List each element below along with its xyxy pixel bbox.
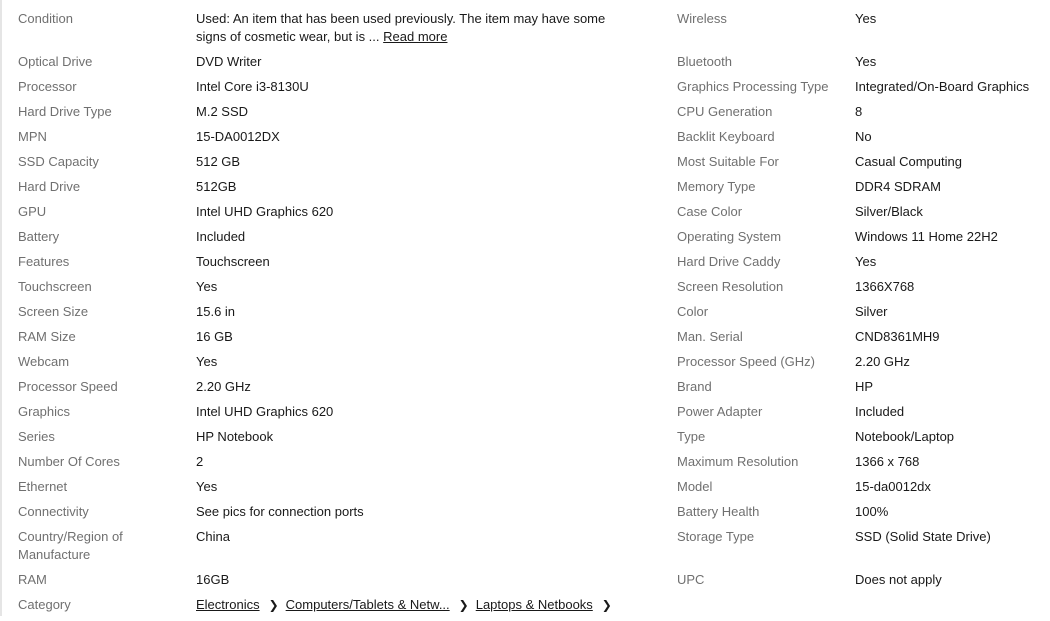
spec-row xyxy=(677,378,1049,396)
spec-row xyxy=(18,78,648,96)
spec-label: Processor Speed (GHz) xyxy=(677,354,815,369)
spec-value: Yes xyxy=(196,354,218,369)
spec-label: UPC xyxy=(677,572,705,587)
spec-label: Battery Health xyxy=(677,504,760,519)
spec-label: Case Color xyxy=(677,204,743,219)
spec-row xyxy=(677,353,1049,371)
spec-value: 16GB xyxy=(196,572,230,587)
spec-value: Yes xyxy=(855,54,877,69)
chevron-right-icon: ❯ xyxy=(601,598,612,612)
spec-value: 2.20 GHz xyxy=(855,354,910,369)
spec-label: Maximum Resolution xyxy=(677,454,799,469)
spec-value: No xyxy=(855,129,872,144)
spec-value: See pics for connection ports xyxy=(196,504,364,519)
spec-row xyxy=(677,453,1049,471)
spec-row xyxy=(677,528,1049,564)
spec-label: Bluetooth xyxy=(677,54,732,69)
category-breadcrumb xyxy=(196,596,612,614)
spec-row xyxy=(18,353,648,371)
spec-label: Backlit Keyboard xyxy=(677,129,775,144)
spec-row xyxy=(677,303,1049,321)
spec-value: Notebook/Laptop xyxy=(855,429,955,444)
spec-row xyxy=(677,78,1049,96)
spec-value: Silver xyxy=(855,304,888,319)
spec-label: Hard Drive Caddy xyxy=(677,254,781,269)
spec-row xyxy=(677,403,1049,421)
spec-label: Color xyxy=(677,304,709,319)
spec-label: Battery xyxy=(18,229,60,244)
spec-label: Memory Type xyxy=(677,179,756,194)
spec-label: Operating System xyxy=(677,229,782,244)
spec-label: Hard Drive Type xyxy=(18,104,112,119)
spec-label: Graphics xyxy=(18,404,71,419)
spec-row xyxy=(677,178,1049,196)
spec-label: Webcam xyxy=(18,354,70,369)
spec-row xyxy=(677,328,1049,346)
spec-value: Yes xyxy=(196,279,218,294)
spec-row xyxy=(18,378,648,396)
spec-value: DDR4 SDRAM xyxy=(855,179,941,194)
spec-value: DVD Writer xyxy=(196,54,262,69)
spec-value: Intel Core i3-8130U xyxy=(196,79,309,94)
spec-value xyxy=(196,10,606,46)
spec-value: 15-da0012dx xyxy=(855,479,931,494)
spec-label: Features xyxy=(18,254,70,269)
spec-row xyxy=(677,428,1049,446)
spec-label: SSD Capacity xyxy=(18,154,99,169)
specifics-right-column xyxy=(677,10,1049,596)
breadcrumb-electronics[interactable]: Electronics xyxy=(196,597,260,612)
spec-value: Included xyxy=(196,229,246,244)
spec-value: Casual Computing xyxy=(855,154,962,169)
spec-row xyxy=(18,403,648,421)
spec-label: CPU Generation xyxy=(677,104,773,119)
spec-value: 16 GB xyxy=(196,329,233,344)
spec-row xyxy=(677,203,1049,221)
spec-label: Power Adapter xyxy=(677,404,763,419)
spec-row xyxy=(677,228,1049,246)
spec-row xyxy=(677,153,1049,171)
spec-value: Integrated/On-Board Graphics xyxy=(855,79,1030,94)
spec-value: HP xyxy=(855,379,874,394)
spec-row xyxy=(18,128,648,146)
spec-label: Storage Type xyxy=(677,529,755,544)
chevron-right-icon: ❯ xyxy=(458,598,469,612)
spec-label: Category xyxy=(18,597,71,612)
spec-row xyxy=(677,478,1049,496)
spec-label: MPN xyxy=(18,129,47,144)
spec-value: CND8361MH9 xyxy=(855,329,940,344)
spec-value: 8 xyxy=(855,104,863,119)
spec-label: Type xyxy=(677,429,706,444)
spec-value: 15-DA0012DX xyxy=(196,129,280,144)
spec-value: 512GB xyxy=(196,179,237,194)
spec-value: Yes xyxy=(855,254,877,269)
spec-label: RAM Size xyxy=(18,329,76,344)
spec-row xyxy=(677,53,1049,71)
spec-row xyxy=(18,53,648,71)
spec-row xyxy=(18,278,648,296)
spec-value: Windows 11 Home 22H2 xyxy=(855,229,998,244)
spec-row xyxy=(18,528,648,564)
spec-value: Touchscreen xyxy=(196,254,270,269)
spec-row xyxy=(18,328,648,346)
spec-value: M.2 SSD xyxy=(196,104,249,119)
spec-row xyxy=(18,571,648,589)
spec-value: 15.6 in xyxy=(196,304,236,319)
spec-label: Brand xyxy=(677,379,712,394)
spec-row xyxy=(677,503,1049,521)
spec-label: Condition xyxy=(18,11,73,26)
spec-label: Graphics Processing Type xyxy=(677,79,829,94)
spec-row xyxy=(18,478,648,496)
spec-value: 2.20 GHz xyxy=(196,379,251,394)
breadcrumb-computers-tablets[interactable]: Computers/Tablets & Netw... xyxy=(285,597,450,612)
spec-row xyxy=(677,128,1049,146)
spec-label: Number Of Cores xyxy=(18,454,120,469)
spec-row xyxy=(18,453,648,471)
spec-row xyxy=(18,503,648,521)
spec-value: SSD (Solid State Drive) xyxy=(855,529,991,544)
spec-label: Optical Drive xyxy=(18,54,93,69)
spec-row-category xyxy=(18,596,648,614)
spec-row xyxy=(18,153,648,171)
spec-label: RAM xyxy=(18,572,47,587)
condition-text: Used: An item that has been used previously. The item may have some signs of cosmetic wear, but is ... xyxy=(196,11,606,44)
spec-value: Yes xyxy=(855,11,877,26)
chevron-right-icon: ❯ xyxy=(268,598,279,612)
spec-row xyxy=(677,278,1049,296)
read-more-link[interactable]: Read more xyxy=(383,29,448,44)
spec-label: Model xyxy=(677,479,713,494)
spec-value: Does not apply xyxy=(855,572,942,587)
spec-value: Silver/Black xyxy=(855,204,923,219)
spec-label: Wireless xyxy=(677,11,727,26)
spec-value: 1366X768 xyxy=(855,279,915,294)
spec-label: Hard Drive xyxy=(18,179,81,194)
spec-label: Most Suitable For xyxy=(677,154,779,169)
spec-row xyxy=(18,178,648,196)
spec-label: Country/Region of Manufacture xyxy=(18,529,123,562)
spec-label: Screen Resolution xyxy=(677,279,784,294)
spec-row xyxy=(677,103,1049,121)
spec-label: Touchscreen xyxy=(18,279,92,294)
spec-value: Yes xyxy=(196,479,218,494)
spec-label: Series xyxy=(18,429,55,444)
spec-row xyxy=(18,228,648,246)
spec-label: Processor xyxy=(18,79,77,94)
spec-label: GPU xyxy=(18,204,47,219)
spec-row xyxy=(677,253,1049,271)
spec-row xyxy=(677,10,1049,46)
spec-value: 512 GB xyxy=(196,154,241,169)
spec-value: China xyxy=(196,529,230,544)
spec-label: Connectivity xyxy=(18,504,89,519)
spec-value: HP Notebook xyxy=(196,429,274,444)
breadcrumb-laptops-netbooks[interactable]: Laptops & Netbooks xyxy=(475,597,593,612)
spec-row xyxy=(18,428,648,446)
specifics-left-column xyxy=(18,10,648,621)
spec-label: Man. Serial xyxy=(677,329,743,344)
spec-row xyxy=(677,571,1049,589)
spec-row-condition xyxy=(18,10,648,46)
spec-value: Intel UHD Graphics 620 xyxy=(196,204,334,219)
spec-label: Processor Speed xyxy=(18,379,118,394)
spec-value: 1366 x 768 xyxy=(855,454,920,469)
spec-value: 2 xyxy=(196,454,204,469)
spec-value: 100% xyxy=(855,504,889,519)
spec-label: Ethernet xyxy=(18,479,68,494)
spec-row xyxy=(18,203,648,221)
spec-row xyxy=(18,303,648,321)
spec-row xyxy=(18,103,648,121)
spec-value: Intel UHD Graphics 620 xyxy=(196,404,334,419)
spec-row xyxy=(18,253,648,271)
spec-value: Included xyxy=(855,404,905,419)
spec-label: Screen Size xyxy=(18,304,89,319)
